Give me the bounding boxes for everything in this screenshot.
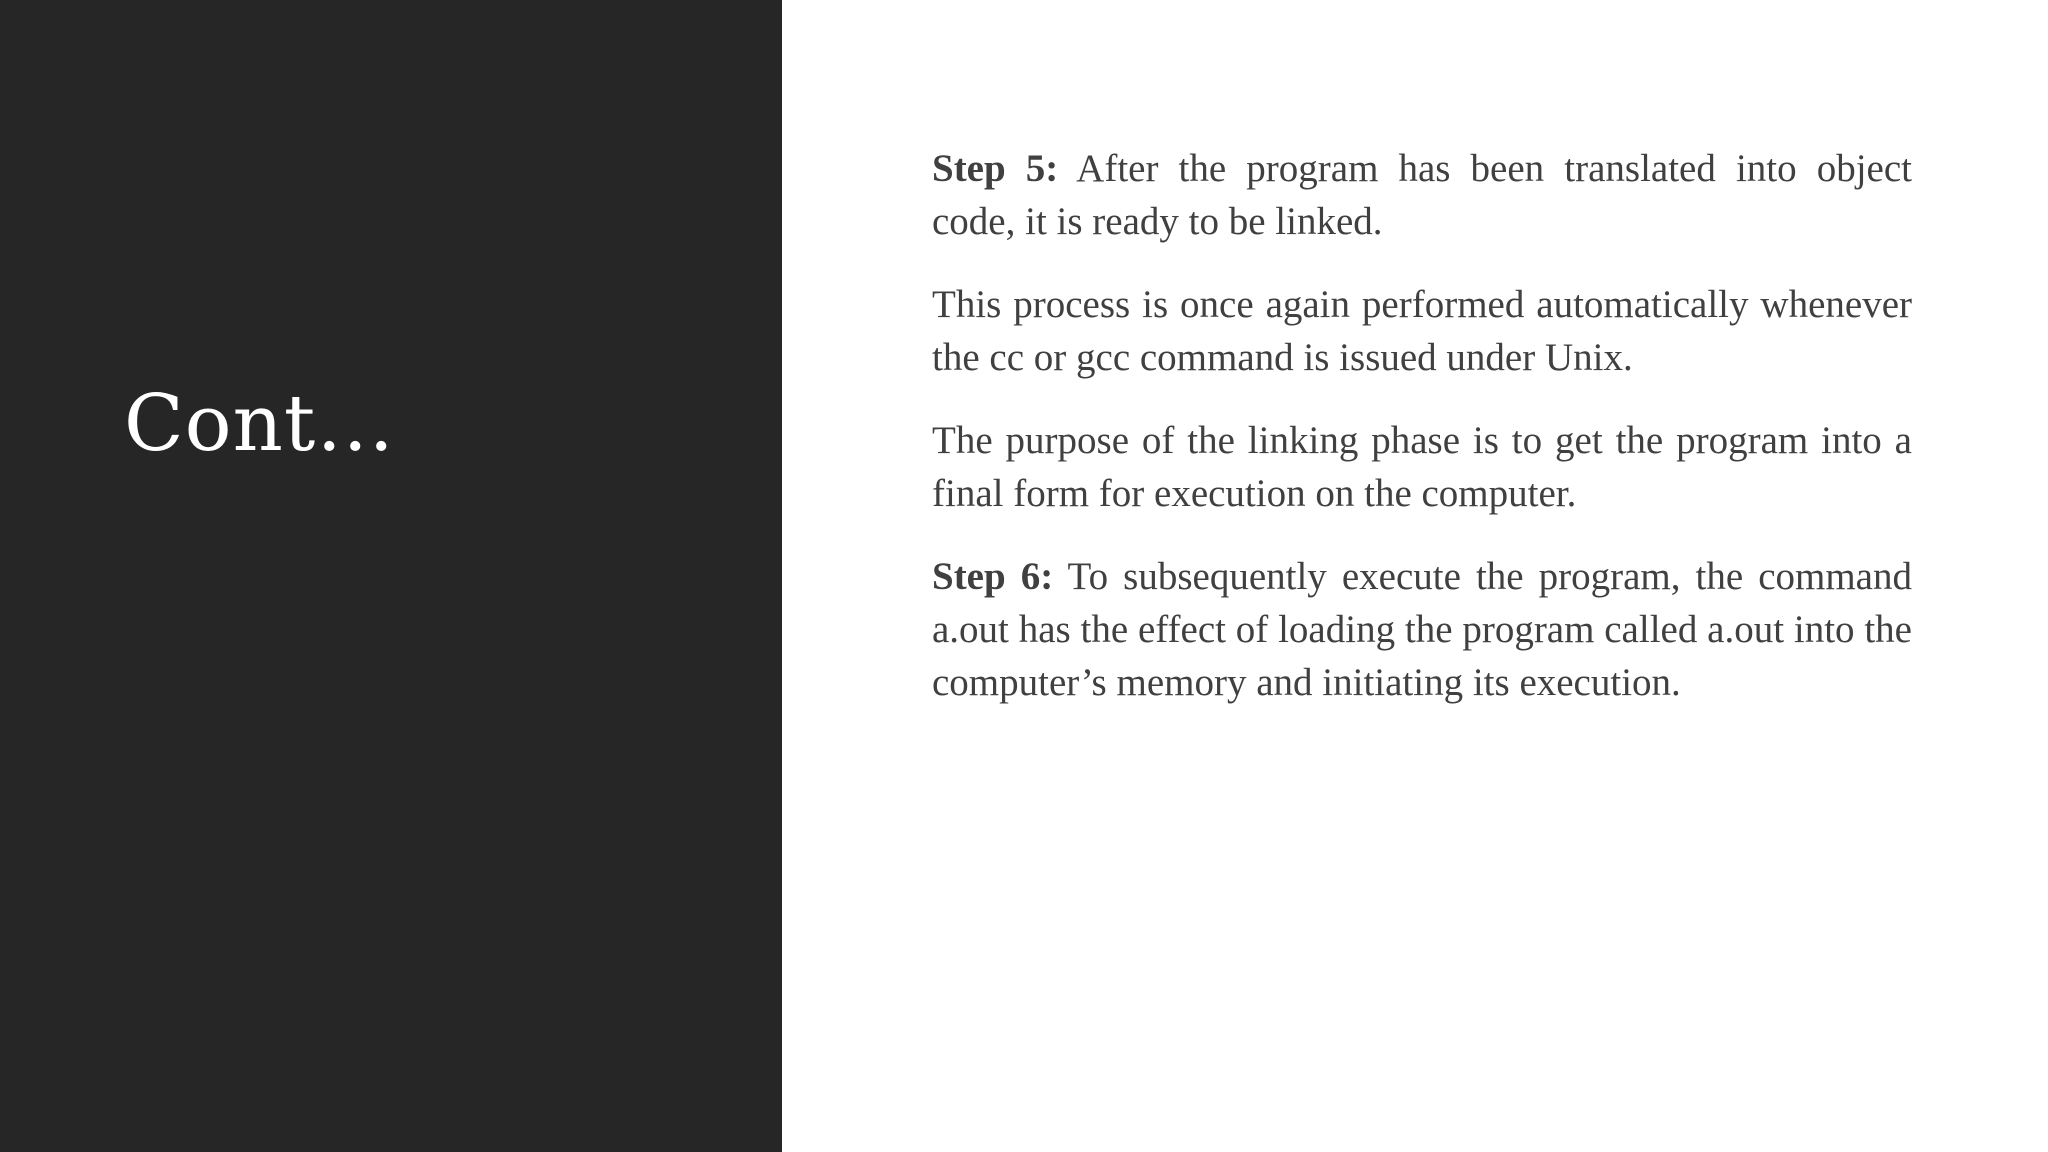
- linking-purpose-text: The purpose of the linking phase is to get the program into a final form for execution on the computer.: [932, 419, 1912, 515]
- title-panel: [0, 0, 782, 1152]
- content-body: [932, 142, 1912, 739]
- paragraph-step-6: [932, 550, 1912, 709]
- paragraph-linking-purpose: [932, 414, 1912, 520]
- slide-title: Cont…: [124, 379, 396, 469]
- paragraph-automatic-linking: [932, 278, 1912, 384]
- content-panel: [782, 0, 2048, 1152]
- step-6-label: Step 6:: [932, 555, 1054, 598]
- step-5-text: After the program has been translated into object code, it is ready to be linked.: [932, 147, 1912, 243]
- step-5-label: Step 5:: [932, 147, 1059, 190]
- paragraph-step-5: [932, 142, 1912, 248]
- automatic-linking-text: This process is once again performed automatically whenever the cc or gcc command is issued under Unix.: [932, 283, 1912, 379]
- step-6-text: To subsequently execute the program, the command a.out has the effect of loading the program called a.out into the computer’s memory and initiating its execution.: [932, 555, 1912, 704]
